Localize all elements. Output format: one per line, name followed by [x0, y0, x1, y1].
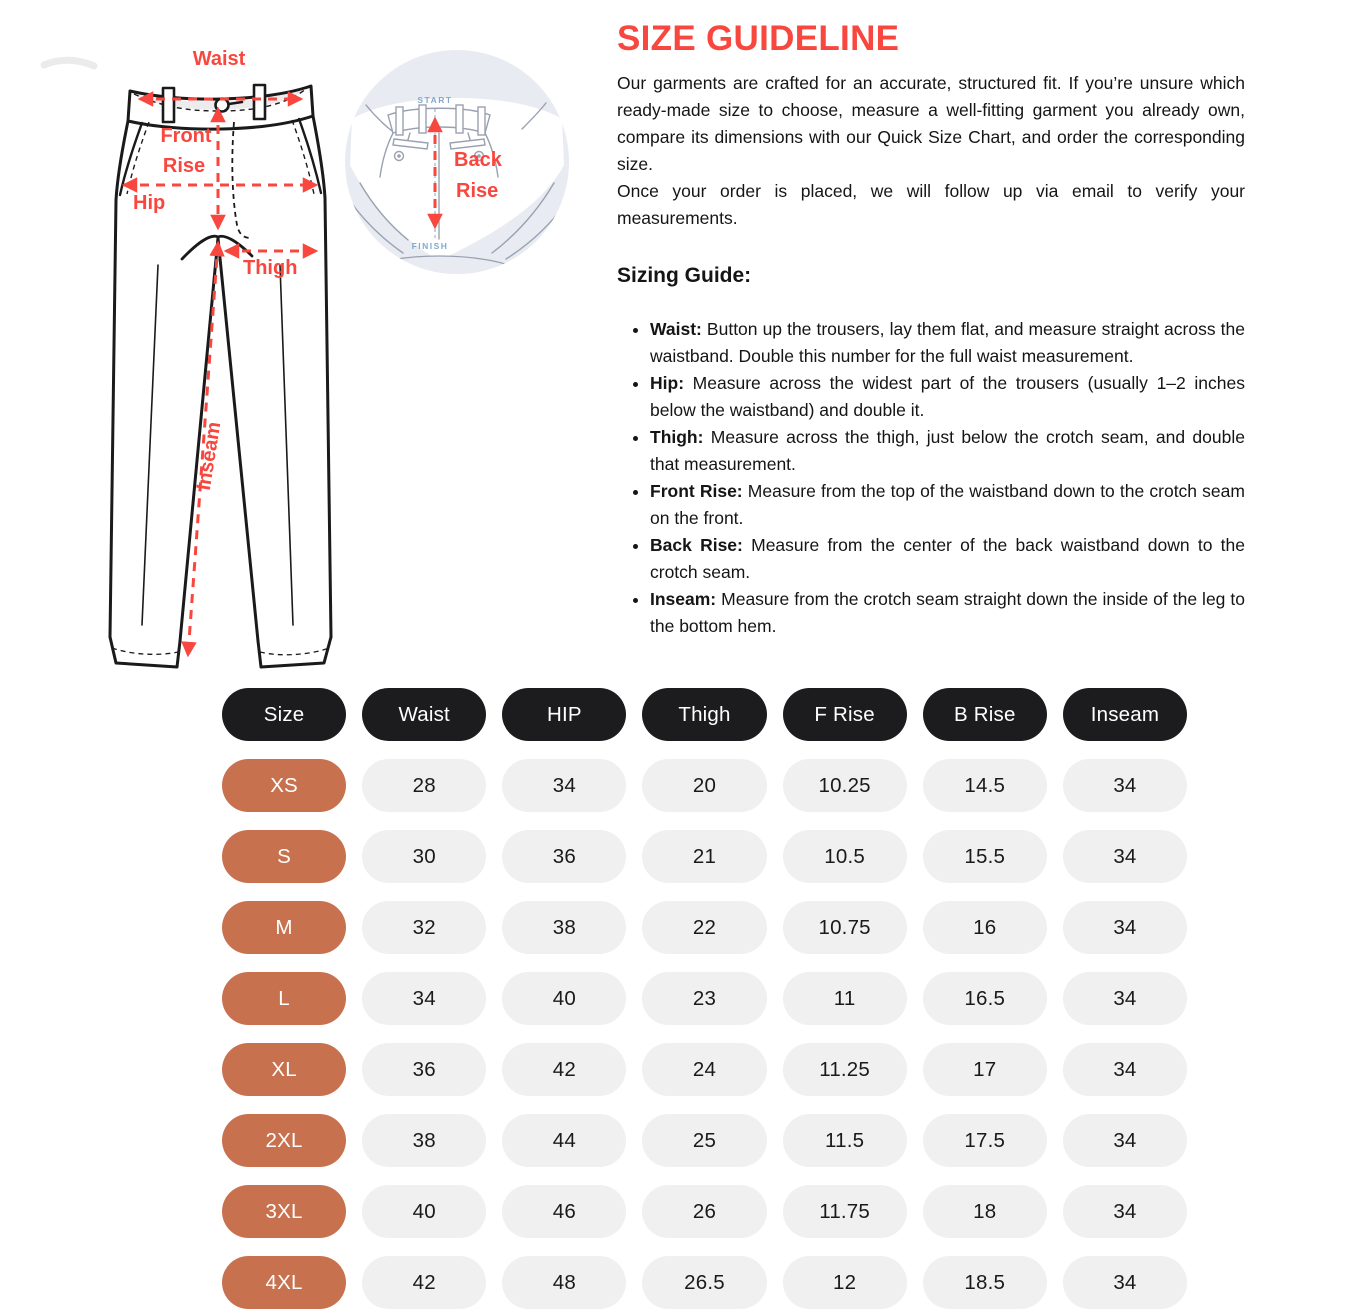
size-pill-m: M — [222, 901, 346, 954]
hip-label: Hip — [133, 192, 166, 214]
size-value-cell: 34 — [362, 972, 486, 1025]
size-value-cell: 34 — [1063, 1256, 1187, 1309]
sketch-smudge — [44, 60, 94, 66]
size-value-cell: 20 — [642, 759, 766, 812]
size-guideline-content — [617, 20, 1245, 640]
size-pill-xs: XS — [222, 759, 346, 812]
size-pill-s: S — [222, 830, 346, 883]
size-value-cell: 26.5 — [642, 1256, 766, 1309]
inseam-label: Inseam — [192, 420, 226, 492]
size-value-cell: 38 — [502, 901, 626, 954]
size-value-cell: 25 — [642, 1114, 766, 1167]
bullet-term: Front Rise: — [650, 481, 743, 501]
size-value-cell: 48 — [502, 1256, 626, 1309]
bullet-text: Measure from the top of the waistband down to the crotch seam on the front. — [650, 481, 1245, 528]
column-header-waist: Waist — [362, 688, 486, 741]
size-value-cell: 11.25 — [783, 1043, 907, 1096]
bullet-text: Measure across the widest part of the trousers (usually 1–2 inches below the waistband) and double it. — [650, 373, 1245, 420]
start-label: START — [417, 95, 453, 105]
size-pill-3xl: 3XL — [222, 1185, 346, 1238]
front-trouser-sketch — [110, 85, 331, 667]
size-value-cell: 17.5 — [923, 1114, 1047, 1167]
column-header-inseam: Inseam — [1063, 688, 1187, 741]
bullet-term: Waist: — [650, 319, 702, 339]
sizing-bullet — [650, 424, 1245, 478]
sizing-guide-list — [617, 316, 1245, 640]
size-value-cell: 15.5 — [923, 830, 1047, 883]
column-header-f-rise: F Rise — [783, 688, 907, 741]
measurement-arrows — [124, 48, 316, 655]
thigh-label: Thigh — [243, 257, 298, 279]
page-title: SIZE GUIDELINE — [617, 19, 900, 58]
size-value-cell: 16.5 — [923, 972, 1047, 1025]
finish-label: FINISH — [411, 241, 449, 251]
size-value-cell: 46 — [502, 1185, 626, 1238]
sizing-bullet — [650, 316, 1245, 370]
back-rise-label-line1: Back — [454, 149, 502, 171]
back-rise-label-line2: Rise — [456, 180, 499, 202]
size-value-cell: 11 — [783, 972, 907, 1025]
bullet-term: Inseam: — [650, 589, 717, 609]
column-header-size: Size — [222, 688, 346, 741]
size-value-cell: 21 — [642, 830, 766, 883]
bullet-text: Measure from the center of the back waistband down to the crotch seam. — [650, 535, 1245, 582]
sizing-bullet — [650, 370, 1245, 424]
size-value-cell: 34 — [1063, 759, 1187, 812]
size-value-cell: 42 — [502, 1043, 626, 1096]
column-header-thigh: Thigh — [642, 688, 766, 741]
waist-label: Waist — [192, 48, 246, 70]
intro-paragraph-2: Once your order is placed, we will follow up via email to verify your measurements. — [617, 181, 1245, 228]
size-value-cell: 34 — [1063, 1114, 1187, 1167]
size-pill-xl: XL — [222, 1043, 346, 1096]
size-chart-table — [222, 688, 1187, 1309]
size-value-cell: 18.5 — [923, 1256, 1047, 1309]
size-value-cell: 40 — [362, 1185, 486, 1238]
size-value-cell: 34 — [502, 759, 626, 812]
size-value-cell: 34 — [1063, 901, 1187, 954]
size-value-cell: 36 — [362, 1043, 486, 1096]
bullet-term: Thigh: — [650, 427, 704, 447]
size-pill-2xl: 2XL — [222, 1114, 346, 1167]
size-value-cell: 17 — [923, 1043, 1047, 1096]
bullet-text: Measure across the thigh, just below the crotch seam, and double that measurement. — [650, 427, 1245, 474]
size-value-cell: 22 — [642, 901, 766, 954]
column-header-b-rise: B Rise — [923, 688, 1047, 741]
size-value-cell: 10.5 — [783, 830, 907, 883]
sizing-bullet — [650, 478, 1245, 532]
size-value-cell: 34 — [1063, 1185, 1187, 1238]
size-value-cell: 18 — [923, 1185, 1047, 1238]
front-rise-label-line2: Rise — [162, 155, 206, 177]
size-value-cell: 36 — [502, 830, 626, 883]
sizing-guide-heading: Sizing Guide: — [617, 264, 752, 287]
size-value-cell: 10.75 — [783, 901, 907, 954]
trouser-measurement-diagram — [30, 25, 575, 680]
bullet-term: Back Rise: — [650, 535, 743, 555]
size-value-cell: 34 — [1063, 830, 1187, 883]
size-value-cell: 42 — [362, 1256, 486, 1309]
size-value-cell: 40 — [502, 972, 626, 1025]
size-value-cell: 26 — [642, 1185, 766, 1238]
intro-paragraph-1: Our garments are crafted for an accurate, structured fit. If you’re unsure which ready-made size to choose, measure a well-fitting garment you already own, compare its dimensions with our Quick Size Chart, and order the corresponding size. — [617, 73, 1245, 174]
front-rise-label-line1: Front — [160, 125, 212, 147]
size-pill-4xl: 4XL — [222, 1256, 346, 1309]
column-header-hip: HIP — [502, 688, 626, 741]
size-value-cell: 16 — [923, 901, 1047, 954]
size-value-cell: 38 — [362, 1114, 486, 1167]
size-value-cell: 34 — [1063, 1043, 1187, 1096]
size-value-cell: 11.75 — [783, 1185, 907, 1238]
sizing-bullet — [650, 586, 1245, 640]
size-value-cell: 12 — [783, 1256, 907, 1309]
size-value-cell: 30 — [362, 830, 486, 883]
size-value-cell: 32 — [362, 901, 486, 954]
size-value-cell: 14.5 — [923, 759, 1047, 812]
size-value-cell: 28 — [362, 759, 486, 812]
size-pill-l: L — [222, 972, 346, 1025]
size-value-cell: 10.25 — [783, 759, 907, 812]
bullet-text: Button up the trousers, lay them flat, and measure straight across the waistband. Double this number for the full waist measurement. — [650, 319, 1245, 366]
trouser-diagram-svg — [30, 25, 575, 680]
sizing-bullet — [650, 532, 1245, 586]
bullet-term: Hip: — [650, 373, 685, 393]
size-value-cell: 24 — [642, 1043, 766, 1096]
bullet-text: Measure from the crotch seam straight down the inside of the leg to the bottom hem. — [650, 589, 1245, 636]
size-value-cell: 23 — [642, 972, 766, 1025]
size-value-cell: 44 — [502, 1114, 626, 1167]
back-rise-inset — [345, 50, 569, 285]
size-value-cell: 34 — [1063, 972, 1187, 1025]
size-value-cell: 11.5 — [783, 1114, 907, 1167]
